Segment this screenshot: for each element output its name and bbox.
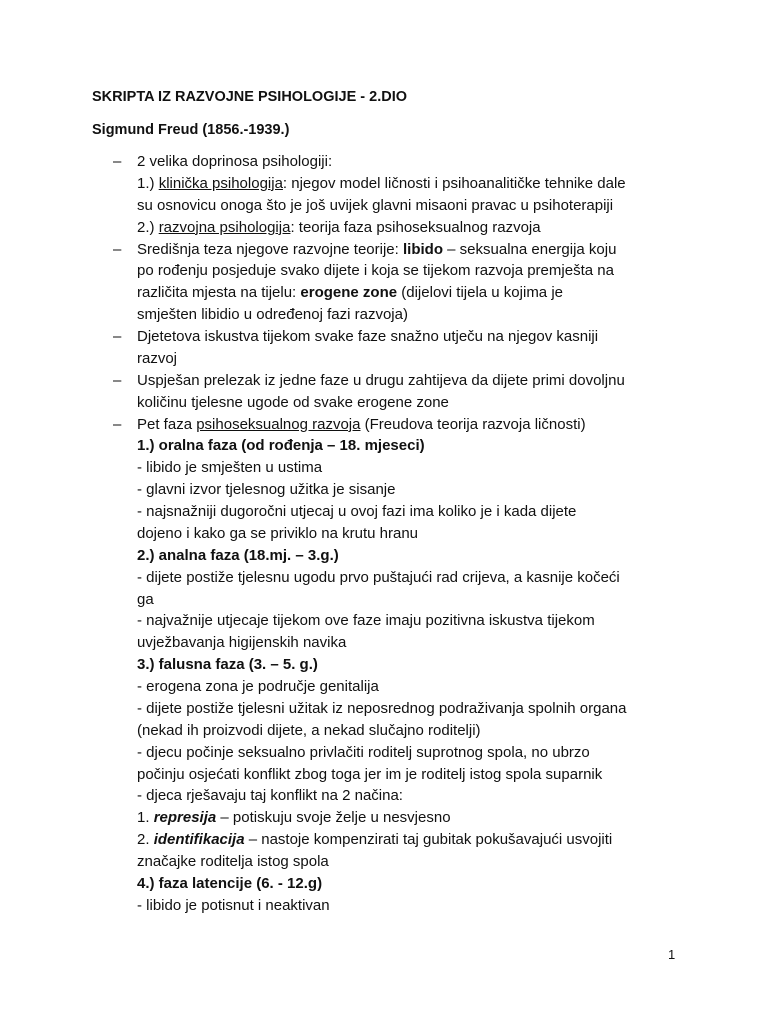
text-segment: su osnovicu onoga što je još uvijek glavni misaoni pravac u psihoterapiji bbox=[137, 196, 614, 214]
text-line: - djecu počinje seksualno privlačiti roditelj suprotnog spola, no ubrzo bbox=[137, 743, 590, 761]
bold-italic-term: identifikacija bbox=[153, 831, 245, 849]
underlined-term: klinička psihologija bbox=[158, 174, 283, 192]
document-body bbox=[0, 151, 768, 917]
stage-heading: 1.) oralna faza (od rođenja – 18. mjeseci) bbox=[137, 437, 425, 455]
document-title: SKRIPTA IZ RAZVOJNE PSIHOLOGIJE - 2.DIO bbox=[92, 89, 408, 105]
text-line: - libido je smješten u ustima bbox=[137, 459, 323, 477]
text-segment: smješten libidio u određenoj fazi razvoja) bbox=[137, 306, 408, 324]
text-line bbox=[0, 829, 768, 851]
text-segment: : njegov model ličnosti i psihoanalitičke tehnike dale bbox=[282, 174, 626, 192]
text-line: - djeca rješavaju taj konflikt na 2 načina: bbox=[137, 787, 403, 805]
text-line: - najvažnije utjecaje tijekom ove faze imaju pozitivna iskustva tijekom bbox=[137, 612, 595, 630]
text-line bbox=[0, 326, 768, 348]
text-segment: – seksualna energija koju bbox=[443, 240, 617, 258]
text-line bbox=[0, 217, 768, 239]
text-segment: : teorija faza psihoseksualnog razvoja bbox=[290, 218, 541, 236]
underlined-term: razvojna psihologija bbox=[158, 218, 291, 236]
text-segment: količinu tjelesne ugode od svake erogene zone bbox=[137, 393, 449, 411]
bold-term: libido bbox=[403, 240, 443, 258]
text-line: - libido je potisnut i neaktivan bbox=[137, 896, 330, 914]
text-line: ga bbox=[137, 590, 154, 608]
bullet-marker: – bbox=[113, 415, 122, 433]
bullet-marker: – bbox=[113, 328, 122, 345]
text-segment: razvoj bbox=[137, 349, 178, 367]
bullet-marker: – bbox=[113, 153, 122, 170]
text-segment: 2.) bbox=[137, 218, 159, 236]
text-line: - dijete postiže tjelesni užitak iz neposrednog podraživanja spolnih organa bbox=[137, 699, 627, 717]
text-segment: po rođenju posjeduje svako dijete i koja se tijekom razvoja premješta na bbox=[137, 262, 614, 280]
text-segment: Djetetova iskustva tijekom svake faze snažno utječu na njegov kasniji bbox=[137, 328, 599, 345]
text-segment: 1. bbox=[137, 809, 154, 827]
text-line bbox=[0, 260, 768, 282]
text-segment: – nastoje kompenzirati taj gubitak pokušavajući usvojiti bbox=[244, 831, 613, 849]
text-line bbox=[0, 304, 768, 326]
bullet-marker: – bbox=[113, 240, 122, 258]
text-line: značajke roditelja istog spola bbox=[137, 853, 329, 870]
text-line bbox=[0, 151, 768, 173]
text-segment: 2. bbox=[137, 831, 154, 849]
text-line bbox=[0, 392, 768, 414]
page-number: 1 bbox=[668, 947, 676, 962]
text-segment: (dijelovi tijela u kojima je bbox=[397, 284, 563, 302]
bullet-marker: – bbox=[113, 371, 122, 389]
text-line bbox=[0, 348, 768, 370]
text-line: - glavni izvor tjelesnog užitka je sisanje bbox=[137, 481, 396, 499]
stage-heading: 3.) falusna faza (3. – 5. g.) bbox=[137, 656, 318, 674]
text-segment: Uspješan prelezak iz jedne faze u drugu zahtijeva da dijete primi dovoljnu bbox=[137, 371, 625, 389]
bold-term: erogene zone bbox=[300, 284, 398, 302]
text-line: (nekad ih proizvodi dijete, a nekad slučajno roditelji) bbox=[137, 721, 481, 739]
stage-heading: 2.) analna faza (18.mj. – 3.g.) bbox=[137, 546, 339, 564]
text-segment: – potiskuju svoje želje u nesvjesno bbox=[216, 809, 451, 827]
text-segment: Pet faza bbox=[137, 415, 197, 433]
text-line: počinju osjećati konflikt zbog toga jer im je roditelj istog spola suparnik bbox=[137, 765, 603, 783]
stage-heading: 4.) faza latencije (6. - 12.g) bbox=[137, 874, 323, 892]
text-line bbox=[0, 807, 768, 829]
text-segment: različita mjesta na tijelu: bbox=[137, 284, 301, 302]
text-line bbox=[0, 370, 768, 392]
text-line: uvježbavanja higijenskih navika bbox=[137, 634, 347, 652]
text-line bbox=[0, 239, 768, 261]
text-line: - najsnažniji dugoročni utjecaj u ovoj fazi ima koliko je i kada dijete bbox=[137, 503, 577, 520]
text-line: - erogena zona je područje genitalija bbox=[137, 678, 379, 695]
underlined-term: psihoseksualnog razvoja bbox=[196, 415, 361, 433]
bold-italic-term: represija bbox=[153, 809, 217, 827]
text-segment: 1.) bbox=[137, 174, 159, 192]
text-line bbox=[0, 173, 768, 195]
text-line bbox=[0, 282, 768, 304]
document-subtitle: Sigmund Freud (1856.-1939.) bbox=[92, 122, 290, 138]
text-segment: 2 velika doprinosa psihologiji: bbox=[137, 153, 333, 170]
text-segment: Središnja teza njegove razvojne teorije: bbox=[137, 240, 403, 258]
text-line bbox=[0, 195, 768, 217]
text-segment: (Freudova teorija razvoja ličnosti) bbox=[360, 415, 586, 433]
text-line: - dijete postiže tjelesnu ugodu prvo puštajući rad crijeva, a kasnije kočeći bbox=[137, 568, 620, 586]
text-line: dojeno i kako ga se priviklo na krutu hranu bbox=[137, 524, 419, 542]
text-line bbox=[0, 414, 768, 436]
